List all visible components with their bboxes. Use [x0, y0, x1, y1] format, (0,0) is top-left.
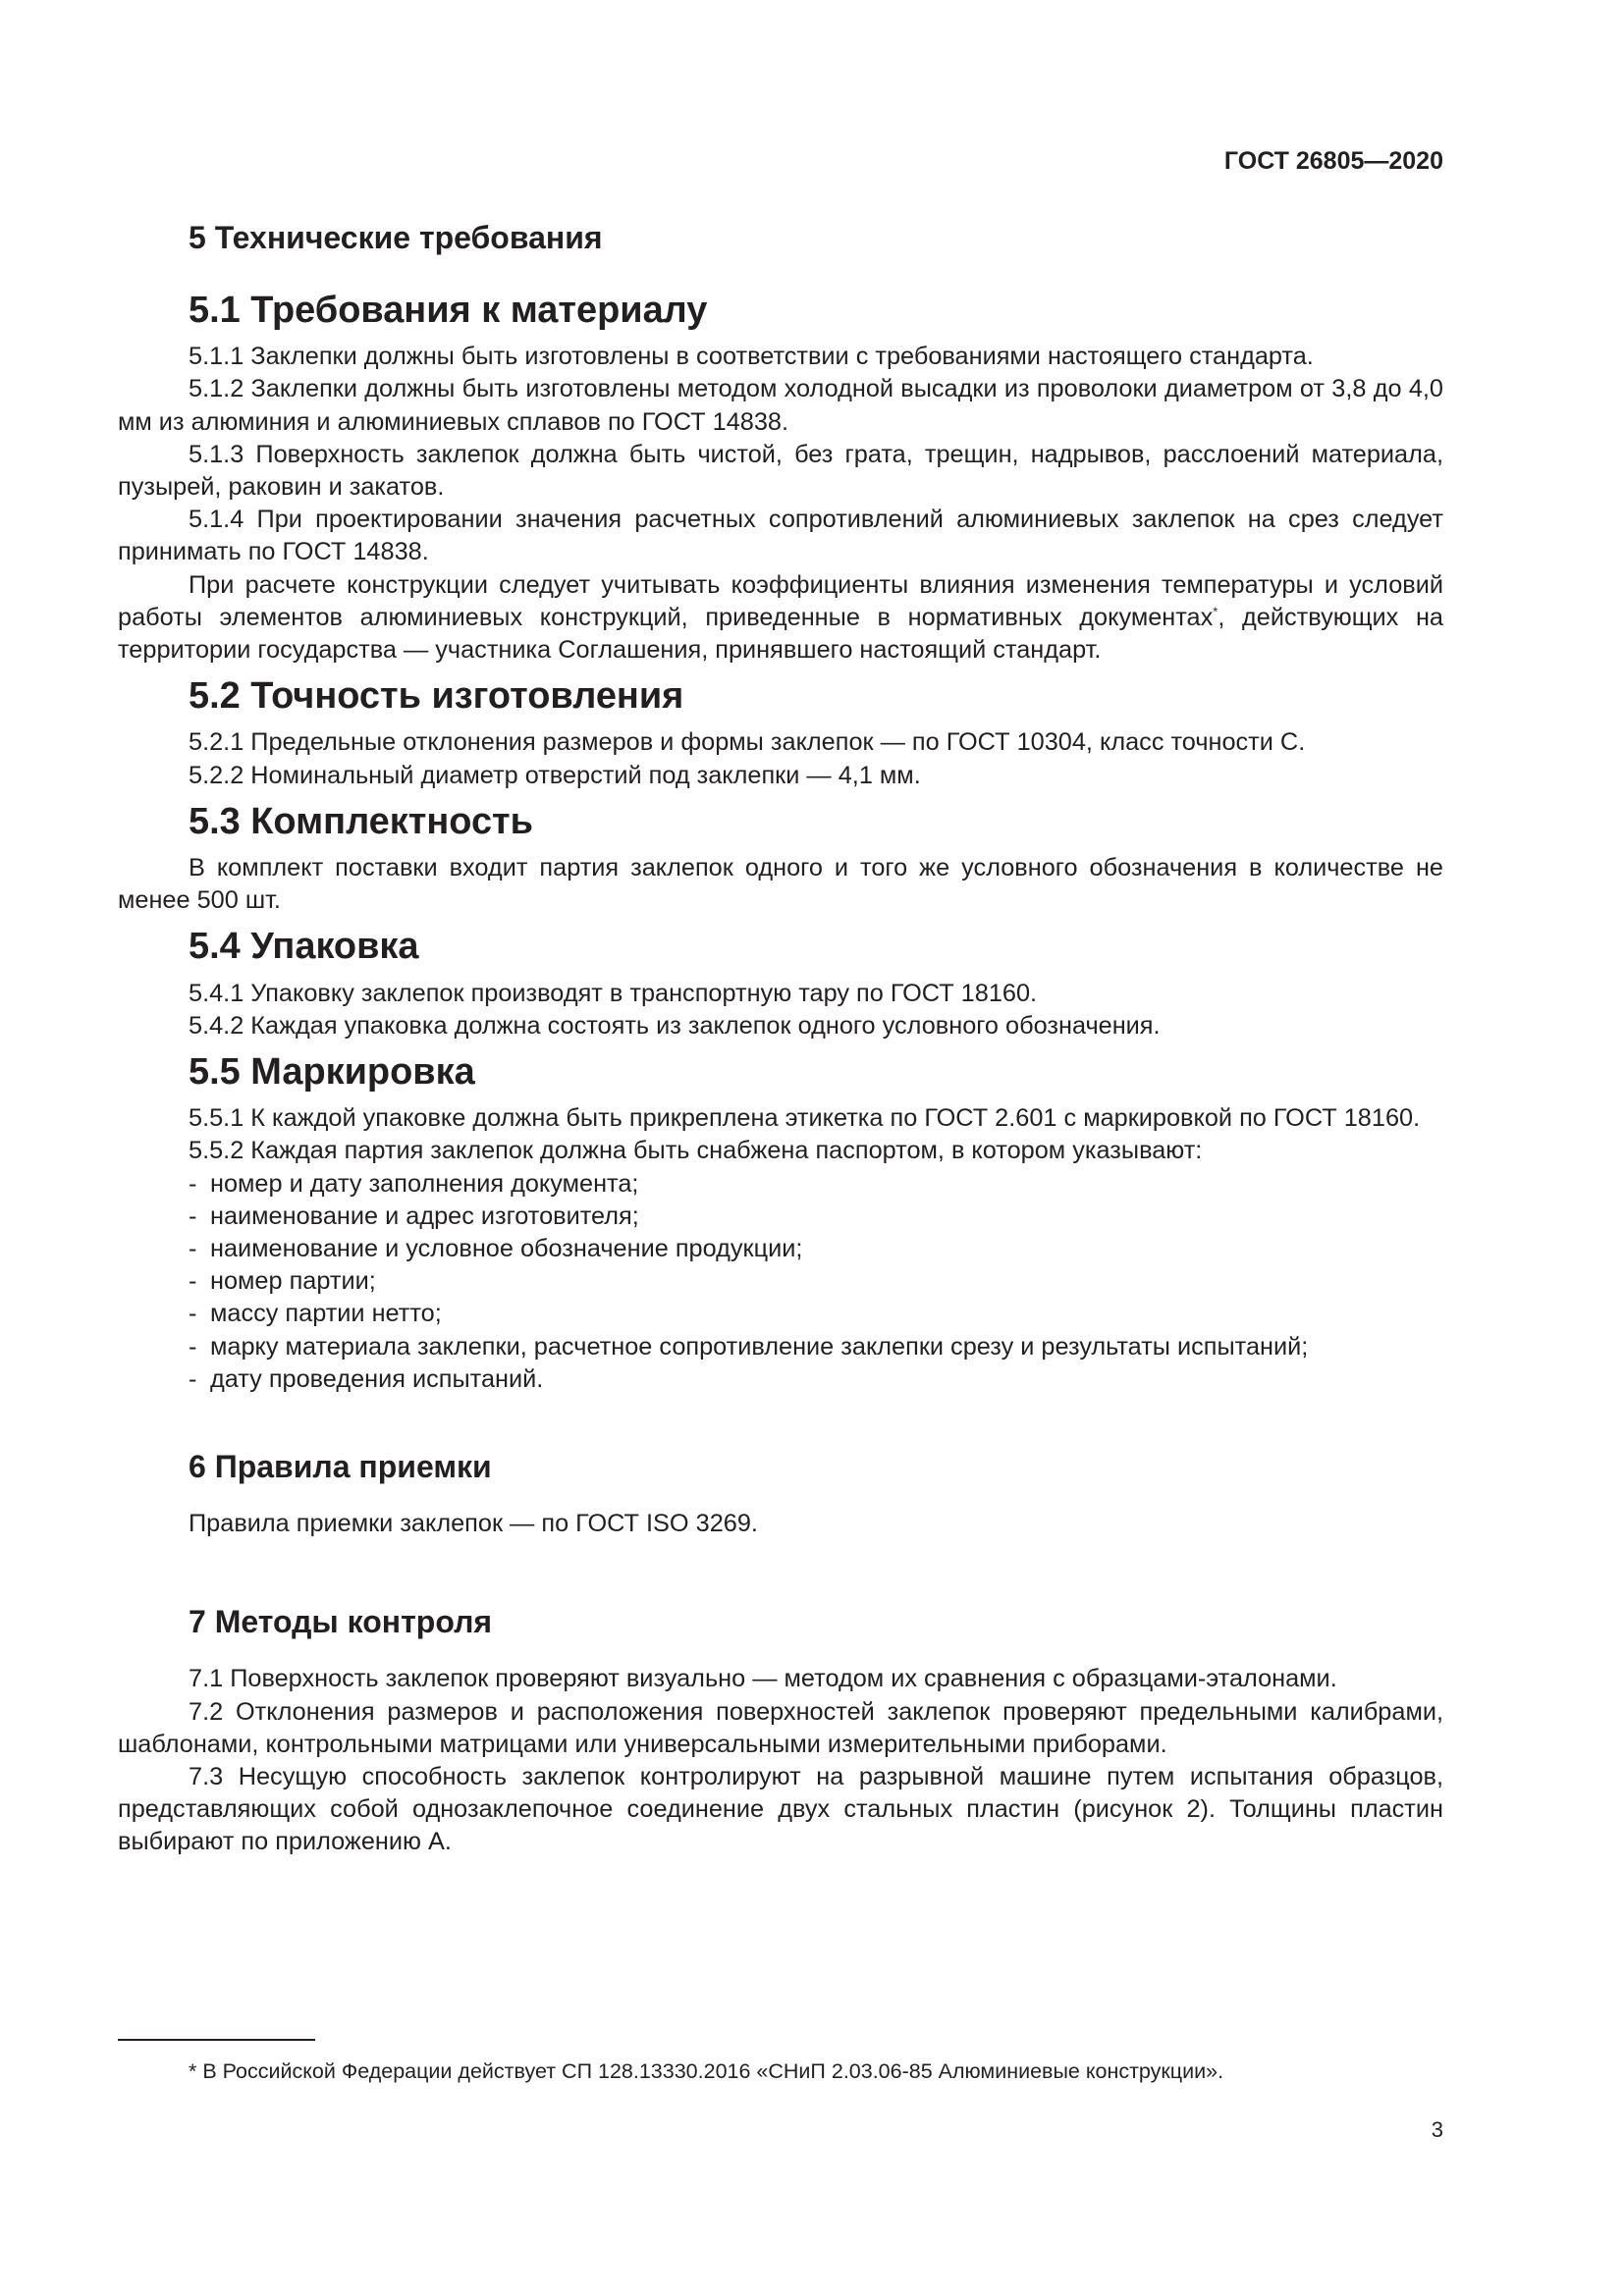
- paragraph-7-2: 7.2 Отклонения размеров и расположения поверхностей заклепок проверяют предельными калибрами, шаблонами, контрольными матрицами или универсальными измерительными приборами.: [118, 1697, 1443, 1758]
- section-5-1-heading: 5.1 Требования к материалу: [189, 290, 708, 331]
- paragraph-5-1-4-continued: [118, 569, 1443, 667]
- list-item: [118, 1363, 1443, 1396]
- list-item: [118, 1168, 1443, 1201]
- paragraph-5-1-2: 5.1.2 Заклепки должны быть изготовлены методом холодной высадки из проволоки диаметром от 3,8 до 4,0 мм из алюминия и алюминиевых сплавов по ГОСТ 14838.: [118, 375, 1443, 436]
- footnote: * В Российской Федерации действует СП 128.13330.2016 «СНиП 2.03.06-85 Алюминиевые конструкции».: [189, 2059, 1224, 2083]
- list-item-text: дату проведения испытаний.: [210, 1364, 544, 1393]
- list-item-text: номер партии;: [210, 1267, 376, 1296]
- list-item: [118, 1298, 1443, 1330]
- paragraph-5-2-1: 5.2.1 Предельные отклонения размеров и формы заклепок — по ГОСТ 10304, класс точности С.: [189, 728, 1306, 757]
- page-number: 3: [1431, 2117, 1443, 2142]
- paragraph-5-5-2: 5.5.2 Каждая партия заклепок должна быть снабжена паспортом, в котором указывают:: [189, 1137, 1203, 1165]
- list-item: [118, 1331, 1443, 1363]
- section-5-5-heading: 5.5 Маркировка: [189, 1051, 475, 1094]
- dash-marker: -: [189, 1169, 197, 1198]
- paragraph-5-4-1: 5.4.1 Упаковку заклепок производят в транспортную тару по ГОСТ 18160.: [189, 979, 1038, 1007]
- footnote-marker: *: [1213, 604, 1218, 619]
- paragraph-7-1: 7.1 Поверхность заклепок проверяют визуально — методом их сравнения с образцами-эталонами.: [189, 1665, 1337, 1693]
- section-6-heading: 6 Правила приемки: [189, 1449, 492, 1485]
- dash-marker: -: [189, 1201, 197, 1230]
- paragraph-6: Правила приемки заклепок — по ГОСТ ISO 3269.: [189, 1510, 758, 1538]
- paragraph-5-3: В комплект поставки входит партия заклепок одного и того же условного обозначения в количестве не менее 500 шт.: [118, 854, 1443, 915]
- paragraph-5-5-1: 5.5.1 К каждой упаковке должна быть прикреплена этикетка по ГОСТ 2.601 с маркировкой по ГОСТ 18160.: [189, 1104, 1421, 1133]
- section-5-heading: 5 Технические требования: [189, 220, 603, 255]
- paragraph-5-1-1: 5.1.1 Заклепки должны быть изготовлены в соответствии с требованиями настоящего стандарта.: [189, 343, 1314, 371]
- section-5-4-heading: 5.4 Упаковка: [189, 926, 419, 968]
- list-item-text: марку материала заклепки, расчетное сопротивление заклепки срезу и результаты испытаний;: [210, 1332, 1309, 1361]
- section-7-heading: 7 Методы контроля: [189, 1604, 493, 1640]
- paragraph-5-4-2: 5.4.2 Каждая упаковка должна состоять из заклепок одного условного обозначения.: [189, 1011, 1161, 1040]
- list-item: [118, 1233, 1443, 1265]
- paragraph-5-2-2: 5.2.2 Номинальный диаметр отверстий под заклепки — 4,1 мм.: [189, 761, 921, 789]
- dash-marker: -: [189, 1267, 197, 1296]
- section-5-3-heading: 5.3 Комплектность: [189, 800, 533, 842]
- dash-marker: -: [189, 1235, 197, 1263]
- dash-marker: -: [189, 1364, 197, 1393]
- dash-marker: -: [189, 1332, 197, 1361]
- paragraph-5-1-3: 5.1.3 Поверхность заклепок должна быть чистой, без грата, трещин, надрывов, расслоений материала, пузырей, раковин и закатов.: [118, 440, 1443, 502]
- list-item: [118, 1201, 1443, 1233]
- page-body: [118, 218, 1443, 1859]
- list-item: [118, 1265, 1443, 1298]
- paragraph-text: При расчете конструкции следует учитывать коэффициенты влияния изменения температуры и условий работы элементов алюминиевых конструкций, приведенные в нормативных документах: [118, 570, 1443, 631]
- document-code-header: ГОСТ 26805—2020: [1223, 147, 1443, 175]
- paragraph-7-3: 7.3 Несущую способность заклепок контролируют на разрывной машине путем испытания образцов, представляющих собой однозаклепочное соединение двух стальных пластин (рисунок 2). Толщины пластин выбирают по приложению А.: [118, 1762, 1443, 1856]
- paragraph-5-1-4: 5.1.4 При проектировании значения расчетных сопротивлений алюминиевых заклепок на срез следует принимать по ГОСТ 14838.: [118, 506, 1443, 566]
- list-item-text: массу партии нетто;: [210, 1300, 442, 1328]
- dash-marker: -: [189, 1300, 197, 1328]
- list-item-text: номер и дату заполнения документа;: [210, 1169, 639, 1198]
- footnote-separator: [118, 2039, 315, 2041]
- list-item-text: наименование и адрес изготовителя;: [210, 1201, 639, 1230]
- paragraph-text: , действующих на территории государства — участника Соглашения, принявшего настоящий стандарт.: [118, 603, 1443, 665]
- section-5-2-heading: 5.2 Точность изготовления: [189, 675, 684, 718]
- list-item-text: наименование и условное обозначение продукции;: [210, 1235, 803, 1263]
